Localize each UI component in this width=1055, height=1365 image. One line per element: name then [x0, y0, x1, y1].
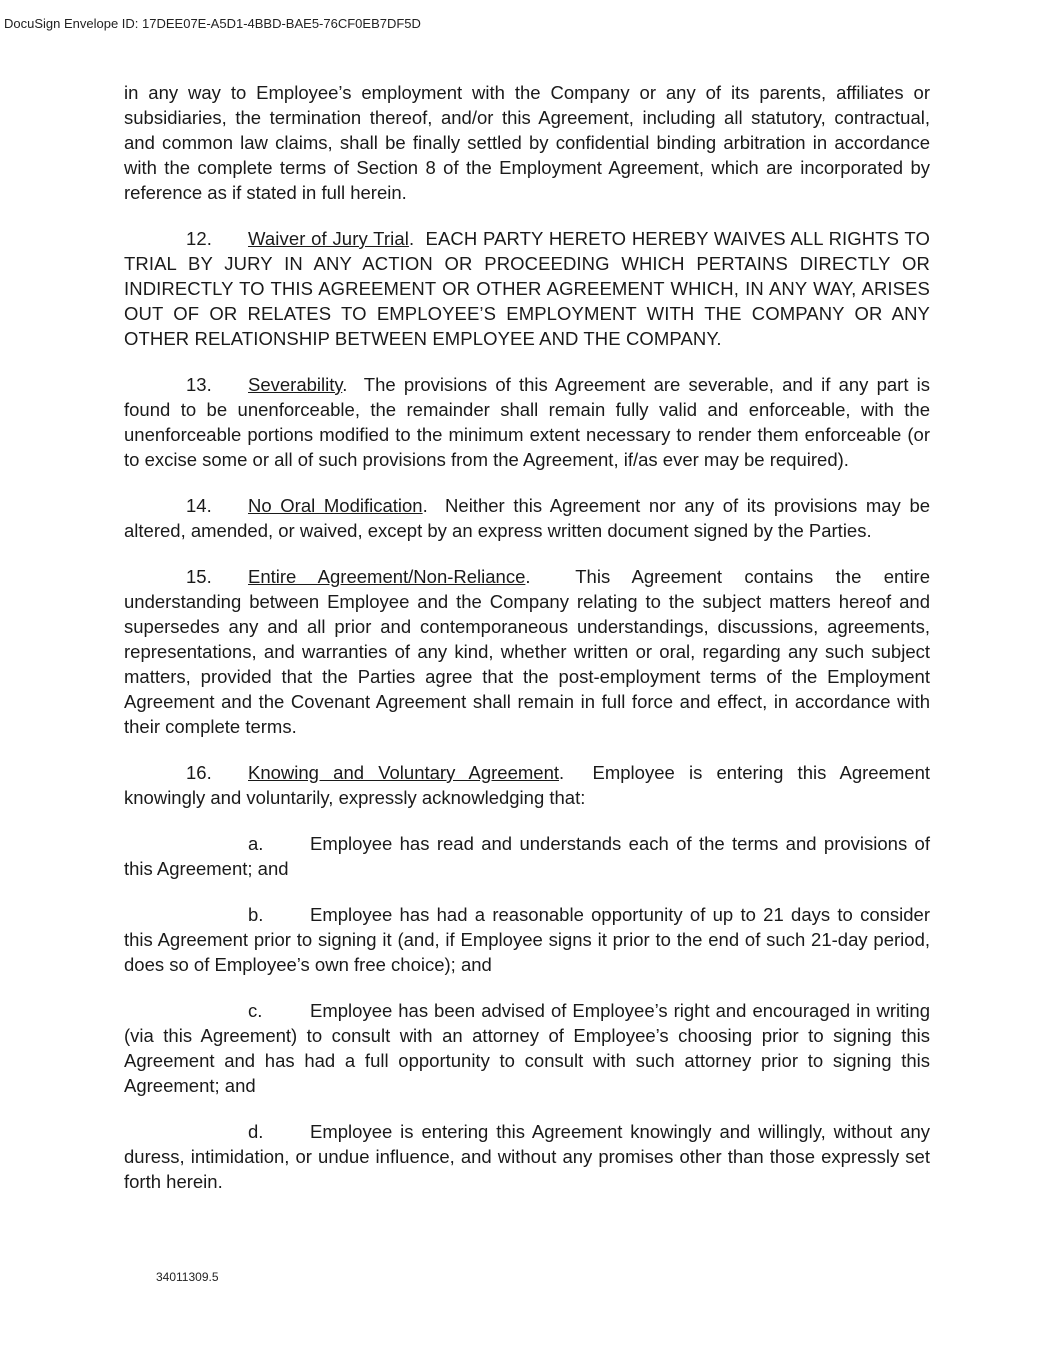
subitem-letter: a.	[248, 833, 264, 854]
section-body: EACH PARTY HERETO HEREBY WAIVES ALL RIGHTS TO TRIAL BY JURY IN ANY ACTION OR PROCEEDING WHICH PERTAINS DIRECTLY OR INDIRECTLY TO THIS AGREEMENT OR OTHER AGREEMENT WHICH, IN ANY WAY, ARISES OUT OF OR RELATES TO EMPLOYEE’S EMPLOYMENT WITH THE COMPANY OR ANY OTHER RELATIONSHIP BETWEEN EMPLOYEE AND THE COMPANY.	[124, 228, 930, 349]
intro-paragraph: in any way to Employee’s employment with the Company or any of its parents, affiliates or subsidiaries, the termination thereof, and/or this Agreement, including all statutory, contractual, and common law claims, shall be finally settled by confidential binding arbitration in accordance with the complete terms of Section 8 of the Employment Agreement, which are incorporated by reference as if stated in full herein.	[124, 82, 930, 203]
subitem-text: Employee has had a reasonable opportunity of up to 21 days to consider this Agreement prior to signing it (and, if Employee signs it prior to the end of such 21-day period, does so of Employee’s own free choice); and	[124, 904, 930, 975]
section-number: 15.	[186, 566, 212, 587]
subitem-letter: d.	[248, 1121, 264, 1142]
section-body: Neither this Agreement nor any of its provisions may be altered, amended, or waived, except by an express written document signed by the Parties.	[124, 495, 931, 541]
section-body: Employee is entering this Agreement knowingly and voluntarily, expressly acknowledging that:	[124, 762, 930, 808]
document-body	[124, 80, 930, 1215]
section-number: 14.	[186, 495, 212, 516]
subitem-text: Employee is entering this Agreement knowingly and willingly, without any duress, intimidation, or undue influence, and without any promises other than those expressly set forth herein.	[124, 1121, 930, 1192]
subitem-d	[124, 1119, 930, 1194]
section-heading: Knowing and Voluntary Agreement	[248, 762, 559, 783]
subitem-text: Employee has been advised of Employee’s right and encouraged in writing (via this Agreement) to consult with an attorney of Employee’s choosing prior to signing this Agreement and has had a full opportunity to consult with such attorney prior to signing this Agreement; and	[124, 1000, 930, 1096]
section-16: 16. Knowing and Voluntary Agreement. Employee is entering this Agreement knowingly and voluntarily, expressly acknowledging that:	[124, 762, 930, 808]
subitem-letter: c.	[248, 1000, 263, 1021]
section-number: 12.	[186, 228, 213, 249]
section-heading: No Oral Modification	[248, 495, 423, 516]
section-number: 13.	[186, 374, 212, 395]
section-14: 14. No Oral Modification. Neither this Agreement nor any of its provisions may be altered, amended, or waived, except by an express written document signed by the Parties.	[124, 495, 931, 541]
subitem-a	[124, 831, 930, 881]
section-12: 12. Waiver of Jury Trial. EACH PARTY HERETO HEREBY WAIVES ALL RIGHTS TO TRIAL BY JURY IN ANY ACTION OR PROCEEDING WHICH PERTAINS DIRECTLY OR INDIRECTLY TO THIS AGREEMENT OR OTHER AGREEMENT WHICH, IN ANY WAY, ARISES OUT OF OR RELATES TO EMPLOYEE’S EMPLOYMENT WITH THE COMPANY OR ANY OTHER RELATIONSHIP BETWEEN EMPLOYEE AND THE COMPANY.	[124, 228, 930, 349]
section-13: 13. Severability. The provisions of this Agreement are severable, and if any part is found to be unenforceable, the remainder shall remain fully valid and enforceable, with the unenforceable portions modified to the minimum extent necessary to render them enforceable (or to excise some or all of such provisions from the Agreement, if/as ever may be required).	[124, 374, 931, 470]
section-heading: Entire Agreement/Non-Reliance	[248, 566, 526, 587]
section-body: The provisions of this Agreement are severable, and if any part is found to be unenforceable, the remainder shall remain fully valid and enforceable, with the unenforceable portions modified to the minimum extent necessary to render them enforceable (or to excise some or all of such provisions from the Agreement, if/as ever may be required).	[124, 374, 931, 470]
subitem-c	[124, 998, 930, 1098]
subitem-b	[124, 902, 930, 977]
section-number: 16.	[186, 762, 212, 783]
section-15: 15. Entire Agreement/Non-Reliance. This Agreement contains the entire understanding between Employee and the Company relating to the subject matters hereof and supersedes any and all prior and contemporaneous understandings, discussions, agreements, representations, and warranties of any kind, whether written or oral, regarding any such subject matters, provided that the Parties agree that the post-employment terms of the Employment Agreement and the Covenant Agreement shall remain in full force and effect, in accordance with their complete terms.	[124, 566, 930, 737]
section-heading: Severability	[248, 374, 343, 395]
section-heading: Waiver of Jury Trial	[248, 228, 409, 249]
subitem-letter: b.	[248, 904, 264, 925]
document-number: 34011309.5	[156, 1270, 219, 1284]
subitem-text: Employee has read and understands each of the terms and provisions of this Agreement; and	[124, 833, 930, 879]
docusign-envelope-id: DocuSign Envelope ID: 17DEE07E-A5D1-4BBD-BAE5-76CF0EB7DF5D	[4, 16, 421, 31]
section-body: This Agreement contains the entire understanding between Employee and the Company relating to the subject matters hereof and supersedes any and all prior and contemporaneous understandings, discussions, agreements, representations, and warranties of any kind, whether written or oral, regarding any such subject matters, provided that the Parties agree that the post-employment terms of the Employment Agreement and the Covenant Agreement shall remain in full force and effect, in accordance with their complete terms.	[124, 566, 930, 737]
